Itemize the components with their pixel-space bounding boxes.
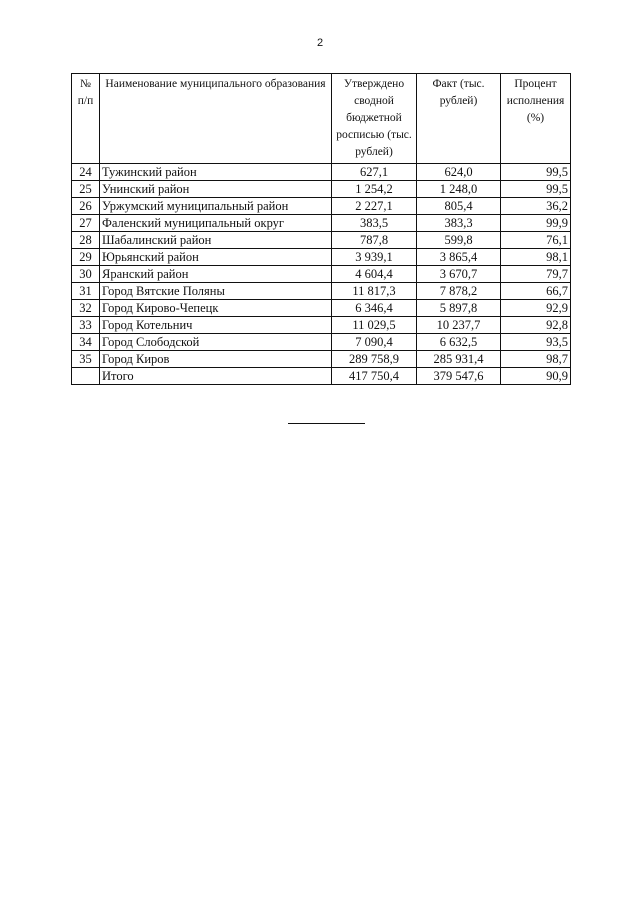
- row-num: 34: [72, 334, 100, 351]
- row-num: 33: [72, 317, 100, 334]
- row-fact: 6 632,5: [417, 334, 501, 351]
- row-percent: 92,8: [501, 317, 571, 334]
- row-fact: 1 248,0: [417, 181, 501, 198]
- row-percent: 92,9: [501, 300, 571, 317]
- row-plan: 11 817,3: [332, 283, 417, 300]
- row-num: 30: [72, 266, 100, 283]
- row-fact: 5 897,8: [417, 300, 501, 317]
- row-name: Город Киров: [100, 351, 332, 368]
- row-plan: 289 758,9: [332, 351, 417, 368]
- row-percent: 76,1: [501, 232, 571, 249]
- row-plan: 3 939,1: [332, 249, 417, 266]
- total-num: [72, 368, 100, 385]
- table-row: [72, 198, 571, 215]
- row-num: 26: [72, 198, 100, 215]
- row-name: Юрьянский район: [100, 249, 332, 266]
- row-name: Унинский район: [100, 181, 332, 198]
- row-percent: 66,7: [501, 283, 571, 300]
- row-name: Город Вятские Поляны: [100, 283, 332, 300]
- row-name: Город Слободской: [100, 334, 332, 351]
- row-plan: 383,5: [332, 215, 417, 232]
- header-num: № п/п: [72, 74, 100, 164]
- row-num: 31: [72, 283, 100, 300]
- row-fact: 624,0: [417, 164, 501, 181]
- table-total-row: [72, 368, 571, 385]
- table-row: [72, 215, 571, 232]
- row-plan: 7 090,4: [332, 334, 417, 351]
- row-name: Город Котельнич: [100, 317, 332, 334]
- row-percent: 93,5: [501, 334, 571, 351]
- row-num: 29: [72, 249, 100, 266]
- row-name: Уржумский муниципальный район: [100, 198, 332, 215]
- total-fact: 379 547,6: [417, 368, 501, 385]
- table-row: [72, 334, 571, 351]
- row-num: 28: [72, 232, 100, 249]
- end-divider-line: [288, 423, 365, 424]
- row-percent: 98,1: [501, 249, 571, 266]
- row-fact: 599,8: [417, 232, 501, 249]
- row-percent: 98,7: [501, 351, 571, 368]
- table-row: [72, 181, 571, 198]
- row-fact: 7 878,2: [417, 283, 501, 300]
- table-header-row: [72, 74, 571, 164]
- row-name: Шабалинский район: [100, 232, 332, 249]
- row-plan: 4 604,4: [332, 266, 417, 283]
- header-percent: Процент исполнения (%): [501, 74, 571, 164]
- row-num: 27: [72, 215, 100, 232]
- row-percent: 99,5: [501, 164, 571, 181]
- table-row: [72, 232, 571, 249]
- budget-execution-table: [71, 73, 571, 385]
- row-num: 35: [72, 351, 100, 368]
- row-fact: 285 931,4: [417, 351, 501, 368]
- row-fact: 805,4: [417, 198, 501, 215]
- row-plan: 1 254,2: [332, 181, 417, 198]
- row-plan: 6 346,4: [332, 300, 417, 317]
- row-fact: 3 670,7: [417, 266, 501, 283]
- header-name: Наименование муниципального образования: [100, 74, 332, 164]
- row-name: Фаленский муниципальный округ: [100, 215, 332, 232]
- row-num: 25: [72, 181, 100, 198]
- header-plan: Утверждено сводной бюджетной росписью (тыс. рублей): [332, 74, 417, 164]
- table-body: [72, 164, 571, 385]
- header-fact: Факт (тыс. рублей): [417, 74, 501, 164]
- row-num: 32: [72, 300, 100, 317]
- row-plan: 787,8: [332, 232, 417, 249]
- table-row: [72, 351, 571, 368]
- row-percent: 79,7: [501, 266, 571, 283]
- row-percent: 99,5: [501, 181, 571, 198]
- table-row: [72, 249, 571, 266]
- table-row: [72, 283, 571, 300]
- row-name: Яранский район: [100, 266, 332, 283]
- total-plan: 417 750,4: [332, 368, 417, 385]
- table-row: [72, 317, 571, 334]
- row-plan: 2 227,1: [332, 198, 417, 215]
- row-name: Город Кирово-Чепецк: [100, 300, 332, 317]
- row-plan: 11 029,5: [332, 317, 417, 334]
- row-name: Тужинский район: [100, 164, 332, 181]
- row-percent: 99,9: [501, 215, 571, 232]
- page-number: 2: [316, 37, 324, 49]
- row-fact: 3 865,4: [417, 249, 501, 266]
- total-label: Итого: [100, 368, 332, 385]
- row-fact: 10 237,7: [417, 317, 501, 334]
- table-row: [72, 164, 571, 181]
- total-percent: 90,9: [501, 368, 571, 385]
- row-percent: 36,2: [501, 198, 571, 215]
- table-row: [72, 266, 571, 283]
- table-row: [72, 300, 571, 317]
- row-plan: 627,1: [332, 164, 417, 181]
- row-fact: 383,3: [417, 215, 501, 232]
- row-num: 24: [72, 164, 100, 181]
